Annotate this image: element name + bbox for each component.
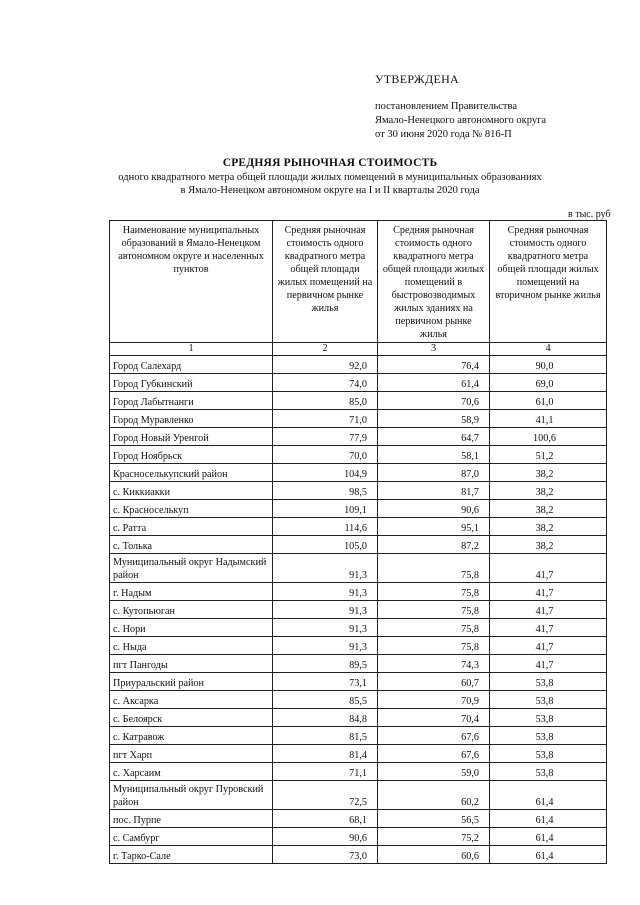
row-fast-build-price: 87,0 xyxy=(378,464,490,482)
row-name: с. Харсаим xyxy=(110,763,273,781)
table-row xyxy=(110,763,607,781)
approval-line-3: от 30 июня 2020 года № 816-П xyxy=(375,129,512,140)
row-primary-price: 98,5 xyxy=(273,482,378,500)
document-title xyxy=(110,156,550,197)
row-secondary-price: 51,2 xyxy=(490,446,607,464)
row-secondary-price: 41,7 xyxy=(490,601,607,619)
row-primary-price: 89,5 xyxy=(273,655,378,673)
table-row xyxy=(110,410,607,428)
row-primary-price: 73,0 xyxy=(273,846,378,864)
row-secondary-price: 41,7 xyxy=(490,619,607,637)
row-fast-build-price: 61,4 xyxy=(378,374,490,392)
header-primary: Средняя рыночная стоимость одного квадратного метра общей площади жилых помещений на первичном рынке жилья xyxy=(273,221,378,343)
row-name: Муниципальный округ Надымский район xyxy=(110,554,273,583)
table-row xyxy=(110,673,607,691)
row-primary-price: 73,1 xyxy=(273,673,378,691)
row-primary-price: 91,3 xyxy=(273,601,378,619)
header-fast: Средняя рыночная стоимость одного квадратного метра общей площади жилых помещений в быстровозводимых жилых зданиях на первичном рынке жилья xyxy=(378,221,490,343)
row-secondary-price: 38,2 xyxy=(490,464,607,482)
row-fast-build-price: 60,2 xyxy=(378,781,490,810)
row-fast-build-price: 70,4 xyxy=(378,709,490,727)
row-primary-price: 70,0 xyxy=(273,446,378,464)
row-secondary-price: 38,2 xyxy=(490,518,607,536)
units-note: в тыс. руб xyxy=(568,209,611,220)
row-name: с. Ратта xyxy=(110,518,273,536)
row-fast-build-price: 75,8 xyxy=(378,619,490,637)
row-primary-price: 91,3 xyxy=(273,619,378,637)
row-name: Город Новый Уренгой xyxy=(110,428,273,446)
table-row xyxy=(110,374,607,392)
row-primary-price: 84,8 xyxy=(273,709,378,727)
row-fast-build-price: 70,9 xyxy=(378,691,490,709)
row-secondary-price: 41,1 xyxy=(490,410,607,428)
row-name: Город Муравленко xyxy=(110,410,273,428)
row-name: с. Белоярск xyxy=(110,709,273,727)
row-primary-price: 85,5 xyxy=(273,691,378,709)
row-primary-price: 114,6 xyxy=(273,518,378,536)
row-secondary-price: 61,4 xyxy=(490,828,607,846)
row-name: с. Красноселькуп xyxy=(110,500,273,518)
table-row xyxy=(110,745,607,763)
row-secondary-price: 41,7 xyxy=(490,583,607,601)
row-secondary-price: 61,4 xyxy=(490,781,607,810)
row-primary-price: 81,5 xyxy=(273,727,378,745)
row-fast-build-price: 67,6 xyxy=(378,745,490,763)
table-row xyxy=(110,709,607,727)
row-primary-price: 92,0 xyxy=(273,356,378,374)
row-fast-build-price: 58,9 xyxy=(378,410,490,428)
table-row xyxy=(110,446,607,464)
row-secondary-price: 61,0 xyxy=(490,392,607,410)
table-row xyxy=(110,637,607,655)
row-fast-build-price: 76,4 xyxy=(378,356,490,374)
table-row xyxy=(110,691,607,709)
table-row xyxy=(110,846,607,864)
table-row xyxy=(110,655,607,673)
row-primary-price: 85,0 xyxy=(273,392,378,410)
header-secondary: Средняя рыночная стоимость одного квадратного метра общей площади жилых помещений на вторичном рынке жилья xyxy=(490,221,607,343)
row-fast-build-price: 67,6 xyxy=(378,727,490,745)
title-sub-2: в Ямало-Ненецком автономном округе на I и II кварталы 2020 года xyxy=(180,185,480,196)
row-secondary-price: 90,0 xyxy=(490,356,607,374)
row-name: г. Надым xyxy=(110,583,273,601)
approval-block xyxy=(375,72,546,142)
row-primary-price: 105,0 xyxy=(273,536,378,554)
row-name: пгт Харп xyxy=(110,745,273,763)
table-row xyxy=(110,727,607,745)
row-fast-build-price: 75,8 xyxy=(378,637,490,655)
row-fast-build-price: 58,1 xyxy=(378,446,490,464)
row-name: Город Губкинский xyxy=(110,374,273,392)
row-fast-build-price: 87,2 xyxy=(378,536,490,554)
table-body xyxy=(110,356,607,864)
title-main: СРЕДНЯЯ РЫНОЧНАЯ СТОИМОСТЬ xyxy=(222,157,438,169)
row-primary-price: 90,6 xyxy=(273,828,378,846)
row-name: с. Самбург xyxy=(110,828,273,846)
row-fast-build-price: 81,7 xyxy=(378,482,490,500)
row-secondary-price: 41,7 xyxy=(490,655,607,673)
row-primary-price: 72,5 xyxy=(273,781,378,810)
row-fast-build-price: 75,8 xyxy=(378,554,490,583)
row-name: Красноселькупский район xyxy=(110,464,273,482)
row-secondary-price: 100,6 xyxy=(490,428,607,446)
table-row xyxy=(110,518,607,536)
approval-heading: УТВЕРЖДЕНА xyxy=(375,72,460,86)
row-primary-price: 77,9 xyxy=(273,428,378,446)
row-secondary-price: 53,8 xyxy=(490,709,607,727)
column-number: 2 xyxy=(273,343,378,356)
row-primary-price: 81,4 xyxy=(273,745,378,763)
row-secondary-price: 38,2 xyxy=(490,482,607,500)
row-fast-build-price: 74,3 xyxy=(378,655,490,673)
row-name: Город Ноябрьск xyxy=(110,446,273,464)
row-secondary-price: 38,2 xyxy=(490,500,607,518)
row-primary-price: 91,3 xyxy=(273,583,378,601)
row-primary-price: 91,3 xyxy=(273,637,378,655)
row-fast-build-price: 75,2 xyxy=(378,828,490,846)
row-secondary-price: 53,8 xyxy=(490,673,607,691)
table-row xyxy=(110,482,607,500)
row-fast-build-price: 75,8 xyxy=(378,601,490,619)
row-primary-price: 74,0 xyxy=(273,374,378,392)
row-primary-price: 91,3 xyxy=(273,554,378,583)
row-secondary-price: 69,0 xyxy=(490,374,607,392)
row-secondary-price: 61,4 xyxy=(490,810,607,828)
table-row xyxy=(110,356,607,374)
column-number-row xyxy=(110,343,607,356)
row-name: с. Катравож xyxy=(110,727,273,745)
row-secondary-price: 38,2 xyxy=(490,536,607,554)
table-row xyxy=(110,619,607,637)
table-row xyxy=(110,810,607,828)
row-secondary-price: 53,8 xyxy=(490,745,607,763)
row-fast-build-price: 70,6 xyxy=(378,392,490,410)
table-row xyxy=(110,392,607,410)
row-name: с. Ныда xyxy=(110,637,273,655)
row-secondary-price: 53,8 xyxy=(490,763,607,781)
row-name: Муниципальный округ Пуровский район xyxy=(110,781,273,810)
table-row xyxy=(110,464,607,482)
row-name: пос. Пурпе xyxy=(110,810,273,828)
row-primary-price: 71,0 xyxy=(273,410,378,428)
column-number: 1 xyxy=(110,343,273,356)
table-row xyxy=(110,536,607,554)
row-secondary-price: 53,8 xyxy=(490,727,607,745)
row-name: пгт Пангоды xyxy=(110,655,273,673)
table-row xyxy=(110,583,607,601)
row-name: с. Нори xyxy=(110,619,273,637)
header-row xyxy=(110,221,607,343)
row-name: Город Лабытнанги xyxy=(110,392,273,410)
row-fast-build-price: 75,8 xyxy=(378,583,490,601)
row-secondary-price: 53,8 xyxy=(490,691,607,709)
approval-line-1: постановлением Правительства xyxy=(375,101,518,112)
table-row xyxy=(110,828,607,846)
row-name: с. Киккиакки xyxy=(110,482,273,500)
row-secondary-price: 61,4 xyxy=(490,846,607,864)
table-row xyxy=(110,554,607,583)
row-name: с. Аксарка xyxy=(110,691,273,709)
row-primary-price: 68,1 xyxy=(273,810,378,828)
row-fast-build-price: 60,6 xyxy=(378,846,490,864)
price-table xyxy=(109,220,607,864)
title-sub-1: одного квадратного метра общей площади жилых помещений в муниципальных образованиях xyxy=(118,172,542,183)
header-name: Наименование муниципальных образований в Ямало-Ненецком автономном округе и населенных пунктов xyxy=(110,221,273,343)
row-name: г. Тарко-Сале xyxy=(110,846,273,864)
row-fast-build-price: 64,7 xyxy=(378,428,490,446)
row-fast-build-price: 95,1 xyxy=(378,518,490,536)
row-secondary-price: 41,7 xyxy=(490,554,607,583)
approval-line-2: Ямало-Ненецкого автономного округа xyxy=(375,115,547,126)
row-name: с. Кутопьюган xyxy=(110,601,273,619)
table-row xyxy=(110,601,607,619)
row-primary-price: 104,9 xyxy=(273,464,378,482)
row-name: Приуральский район xyxy=(110,673,273,691)
row-fast-build-price: 90,6 xyxy=(378,500,490,518)
row-fast-build-price: 60,7 xyxy=(378,673,490,691)
row-secondary-price: 41,7 xyxy=(490,637,607,655)
table-row xyxy=(110,781,607,810)
column-number: 3 xyxy=(378,343,490,356)
row-fast-build-price: 56,5 xyxy=(378,810,490,828)
row-primary-price: 71,1 xyxy=(273,763,378,781)
table-row xyxy=(110,428,607,446)
column-number: 4 xyxy=(490,343,607,356)
row-name: с. Толька xyxy=(110,536,273,554)
row-name: Город Салехард xyxy=(110,356,273,374)
row-fast-build-price: 59,0 xyxy=(378,763,490,781)
row-primary-price: 109,1 xyxy=(273,500,378,518)
table-row xyxy=(110,500,607,518)
